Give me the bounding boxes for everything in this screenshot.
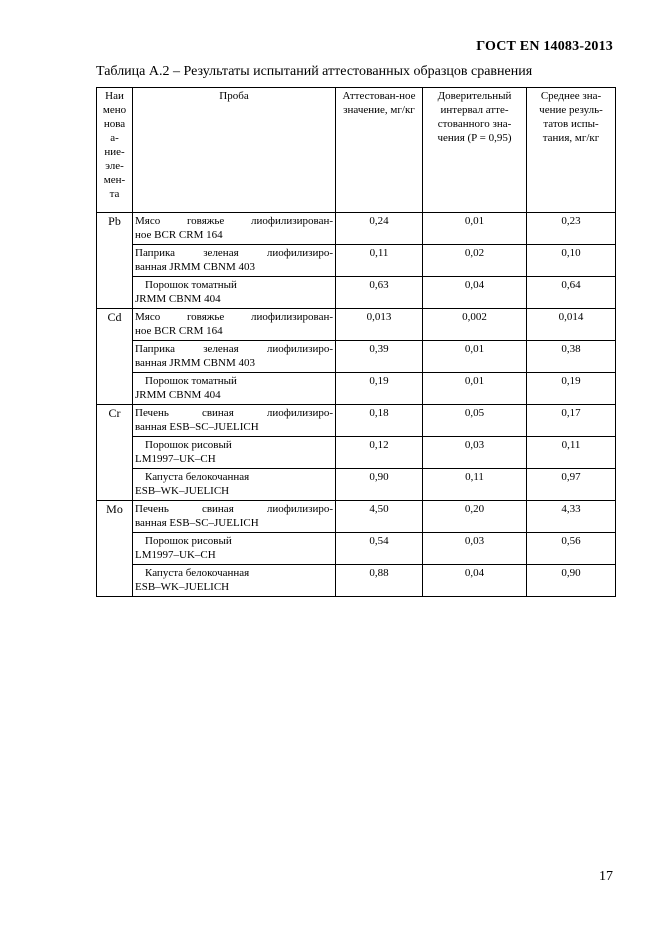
table-row [97,405,616,437]
table-header-row [97,88,616,213]
mean-value-cell: 0,23 [527,213,616,245]
table-body [97,213,616,597]
header-element-line: мено [102,104,127,116]
element-cell: Cr [97,405,133,501]
table-row [97,213,616,245]
certified-value-cell: 0,63 [336,277,423,309]
sample-line: ESB–WK–JUELICH [135,581,230,593]
element-cell: Pb [97,213,133,309]
confidence-value-cell: 0,05 [423,405,527,437]
header-certified: Аттестован-ное значение, мг/кг [336,88,423,213]
sample-cell [133,341,336,373]
sample-line: LM1997–UK–CH [135,453,216,465]
certified-value-cell: 0,11 [336,245,423,277]
header-element-line: Наи [105,90,124,102]
confidence-value-cell: 0,02 [423,245,527,277]
sample-line: ванная ESB–SC–JUELICH [135,421,259,433]
table-row [97,533,616,565]
mean-value-cell: 0,97 [527,469,616,501]
sample-cell [133,533,336,565]
certified-value-cell: 0,18 [336,405,423,437]
certified-value-cell: 4,50 [336,501,423,533]
sample-line: ное BCR CRM 164 [135,229,223,241]
header-element-line: та [109,188,120,200]
table-caption: Таблица А.2 – Результаты испытаний аттестованных образцов сравнения [96,64,533,79]
confidence-value-cell: 0,01 [423,213,527,245]
header-element-line: эле- [105,160,124,172]
table-row [97,373,616,405]
sample-line: Капуста белокочанная [145,567,250,579]
sample-line: ESB–WK–JUELICH [135,485,230,497]
sample-line: ванная JRMM CBNM 403 [135,357,255,369]
table-row [97,245,616,277]
document-code: ГОСТ EN 14083-2013 [476,39,613,54]
header-element-line: нова [103,118,126,130]
sample-cell [133,405,336,437]
sample-line: ванная ESB–SC–JUELICH [135,517,259,529]
certified-value-cell: 0,54 [336,533,423,565]
confidence-value-cell: 0,04 [423,277,527,309]
sample-cell [133,373,336,405]
header-element-line: мен- [103,174,126,186]
header-mean: Среднее зна-чение резуль-татов испы-тания, мг/кг [527,88,616,213]
header-element [97,88,133,213]
mean-value-cell: 0,19 [527,373,616,405]
results-table [96,87,616,597]
confidence-value-cell: 0,11 [423,469,527,501]
sample-line: ванная JRMM CBNM 403 [135,261,255,273]
sample-line: Печень свиная лиофилизиро- [135,503,333,515]
header-confidence: Доверительный интервал атте-стованного зна-чения (P = 0,95) [423,88,527,213]
confidence-value-cell: 0,01 [423,341,527,373]
table-row [97,309,616,341]
sample-cell [133,501,336,533]
certified-value-cell: 0,39 [336,341,423,373]
confidence-value-cell: 0,002 [423,309,527,341]
sample-line: Мясо говяжье лиофилизирован- [135,311,333,323]
mean-value-cell: 0,10 [527,245,616,277]
sample-line: JRMM CBNM 404 [135,293,221,305]
sample-cell [133,277,336,309]
sample-line: JRMM CBNM 404 [135,389,221,401]
mean-value-cell: 4,33 [527,501,616,533]
table-row [97,469,616,501]
confidence-value-cell: 0,03 [423,533,527,565]
sample-cell [133,469,336,501]
mean-value-cell: 0,014 [527,309,616,341]
sample-line: Порошок томатный [145,375,237,387]
mean-value-cell: 0,90 [527,565,616,597]
table-row [97,565,616,597]
sample-line: Печень свиная лиофилизиро- [135,407,333,419]
page-number: 17 [599,869,613,884]
confidence-value-cell: 0,04 [423,565,527,597]
header-element-line: а- [110,132,119,144]
certified-value-cell: 0,19 [336,373,423,405]
table-row [97,437,616,469]
certified-value-cell: 0,013 [336,309,423,341]
certified-value-cell: 0,12 [336,437,423,469]
sample-line: LM1997–UK–CH [135,549,216,561]
element-cell: Mo [97,501,133,597]
sample-line: Капуста белокочанная [145,471,250,483]
table-row [97,341,616,373]
mean-value-cell: 0,38 [527,341,616,373]
sample-cell [133,565,336,597]
certified-value-cell: 0,88 [336,565,423,597]
sample-cell [133,437,336,469]
sample-line: Паприка зеленая лиофилизиро- [135,343,333,355]
confidence-value-cell: 0,03 [423,437,527,469]
sample-line: Паприка зеленая лиофилизиро- [135,247,333,259]
sample-line: Порошок рисовый [145,439,232,451]
certified-value-cell: 0,90 [336,469,423,501]
mean-value-cell: 0,11 [527,437,616,469]
element-cell: Cd [97,309,133,405]
table-row [97,501,616,533]
sample-cell [133,213,336,245]
sample-line: Порошок рисовый [145,535,232,547]
sample-line: Порошок томатный [145,279,237,291]
confidence-value-cell: 0,01 [423,373,527,405]
mean-value-cell: 0,17 [527,405,616,437]
certified-value-cell: 0,24 [336,213,423,245]
mean-value-cell: 0,56 [527,533,616,565]
table-row [97,277,616,309]
header-sample: Проба [133,88,336,213]
sample-cell [133,245,336,277]
confidence-value-cell: 0,20 [423,501,527,533]
sample-cell [133,309,336,341]
sample-line: ное BCR CRM 164 [135,325,223,337]
mean-value-cell: 0,64 [527,277,616,309]
sample-line: Мясо говяжье лиофилизирован- [135,215,333,227]
header-element-line: ние- [104,146,125,158]
